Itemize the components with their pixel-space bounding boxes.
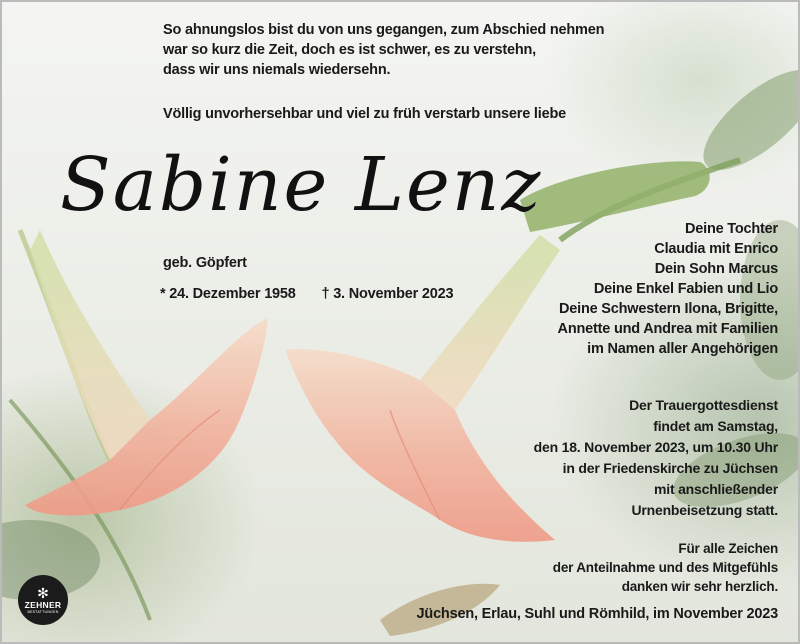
mourners-list: [418, 219, 778, 359]
logo-subtitle: BESTATTUNGEN: [27, 609, 59, 614]
mourner-line: im Namen aller Angehörigen: [587, 341, 778, 357]
service-line: den 18. November 2023, um 10.30 Uhr: [533, 439, 778, 455]
thanks-line: der Anteilnahme und des Mitgefühls: [552, 560, 778, 575]
birth-date: * 24. Dezember 1958: [160, 286, 296, 302]
poem-line: war so kurz die Zeit, doch es ist schwer, es zu verstehn,: [163, 42, 536, 58]
place-and-date: Jüchsen, Erlau, Suhl und Römhild, im November 2023: [416, 606, 778, 622]
mourner-line: Annette und Andrea mit Familien: [557, 321, 778, 337]
poem-line: So ahnungslos bist du von uns gegangen, zum Abschied nehmen: [163, 22, 605, 38]
birth-name: geb. Göpfert: [163, 255, 247, 271]
thanks-note: [418, 539, 778, 596]
service-line: Der Trauergottesdienst: [629, 397, 778, 413]
mourner-line: Deine Schwestern Ilona, Brigitte,: [558, 301, 778, 317]
service-line: Urnenbeisetzung statt.: [631, 502, 778, 518]
thanks-line: danken wir sehr herzlich.: [621, 579, 778, 594]
mourner-line: Deine Enkel Fabien und Lio: [593, 281, 778, 297]
funeral-service-info: [418, 395, 778, 521]
mourner-line: Dein Sohn Marcus: [654, 261, 778, 277]
logo-brand: ZEHNER: [24, 599, 62, 610]
memorial-poem: [163, 20, 605, 80]
funeral-home-logo: [18, 575, 68, 625]
service-line: findet am Samstag,: [653, 418, 778, 434]
poem-line: dass wir uns niemals wiedersehn.: [163, 62, 391, 78]
mourner-line: Claudia mit Enrico: [654, 241, 778, 257]
dandelion-icon: ✻: [37, 584, 49, 601]
intro-sentence: Völlig unvorhersehbar und viel zu früh verstarb unsere liebe: [163, 106, 566, 122]
thanks-line: Für alle Zeichen: [678, 541, 778, 556]
service-line: mit anschließender: [654, 481, 778, 497]
deceased-name: Sabine Lenz: [60, 142, 543, 228]
death-date: † 3. November 2023: [321, 286, 454, 302]
service-line: in der Friedenskirche zu Jüchsen: [562, 460, 778, 476]
mourner-line: Deine Tochter: [684, 221, 778, 237]
